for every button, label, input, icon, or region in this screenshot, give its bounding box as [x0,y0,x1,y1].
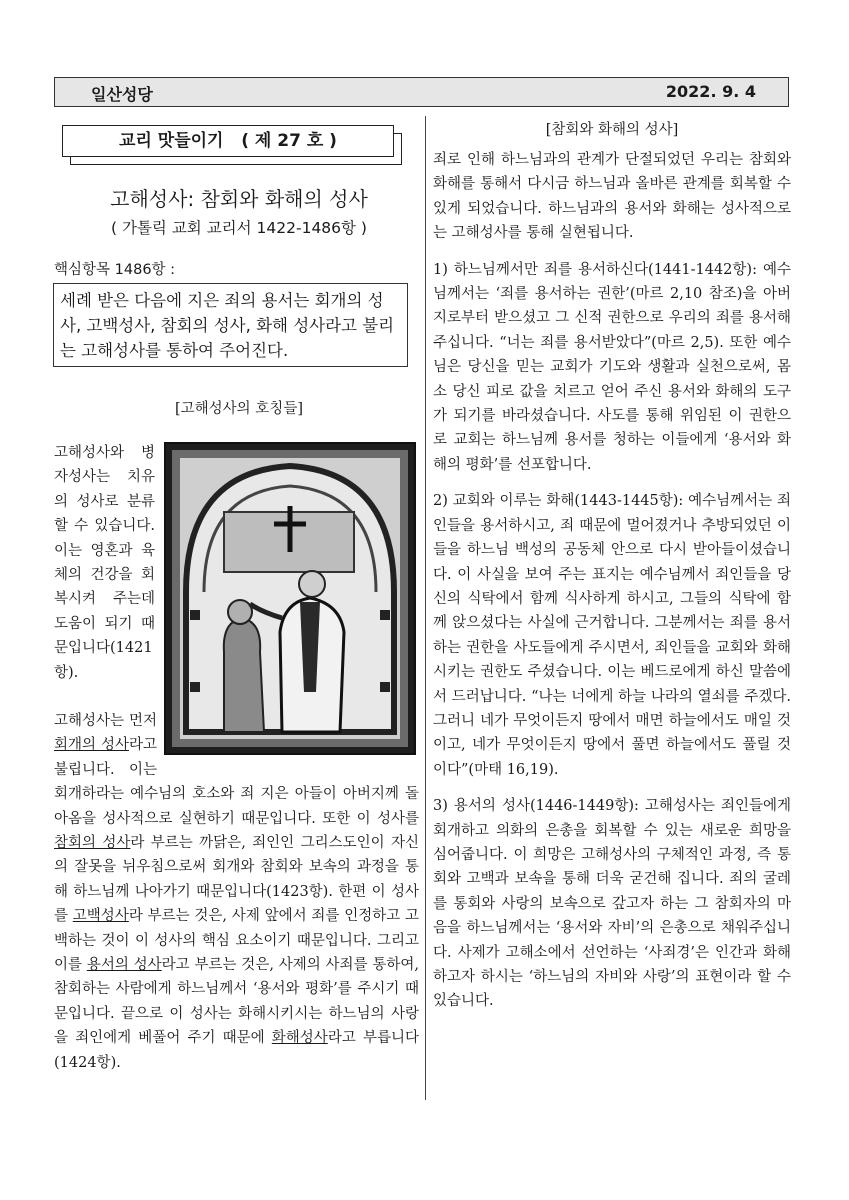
catechism-reference: ( 가톨릭 교회 교리서 1422-1486항 ) [111,219,367,237]
name-reconciliation: 화해성사 [271,1030,328,1047]
item-2-paragraph: 2) 교회와 이루는 화해(1443-1445항): 예수님께서는 죄인들을 용서하시고, 죄 때문에 멀어졌거나 추방되었던 이들을 하느님 백성의 공동체 안으로 다시 받아들이셨습니다. 이 사실을 보여 주는 표지는 예수님께서 죄인들을 당신의 식탁에서 함께 식사하게 하시고, 그들의 식탁에 함께 앉으셨다는 사실에 근거합니다. 그분께서는 죄를 용서하는 권한을 사도들에게 주시면서, 죄인들을 교회와 화해시키는 권한도 주셨습니다. 이는 베드로에게 하신 말씀에서 드러납니다. “나는 너에게 하늘 나라의 열쇠를 주겠다. 그러니 네가 무엇이든지 땅에서 매면 하늘에서도 매일 것이고, 네가 무엇이든지 땅에서 풀면 하늘에서도 풀릴 것이다”(마태 16,19). [433,493,791,778]
name-confession: 고백성사 [72,908,129,925]
name-penance: 참회의 성사 [54,835,131,852]
page-header [54,77,789,107]
p2-text-d: 라 부르는 것은, 사제 앞에서 죄를 인정하고 고백하는 것이 이 성사의 핵심 요소이기 때문입니다. 그리고 이를 [54,908,420,974]
intro-paragraph: 죄로 인해 하느님과의 관계가 단절되었던 우리는 참회와 화해를 통해서 다시금 하느님과 올바른 관계를 회복할 수 있게 되었습니다. 하느님과의 용서와 화해는 성사적으로는 고해성사를 통해 실현됩니다. [433,152,791,242]
parish-name: 일산성당 [91,85,153,104]
p2-text-a: 고해성사는 먼저 [54,713,157,729]
item-3-paragraph: 3) 용서의 성사(1446-1449항): 고해성사는 죄인들에게 회개하고 의화의 은총을 회복할 수 있는 새로운 희망을 심어줍니다. 이 희망은 고해성사의 구체적인 과정, 즉 통회와 고백과 보속을 통해 더욱 굳건해 집니다. 죄의 굴레를 통회와 사랑의 보속으로 갚고자 하는 그 참회자의 마음을 하느님께서는 ‘용서와 자비’의 은총으로 채워주십니다. 사제가 고해소에서 선언하는 ‘사죄경’은 인간과 화해하고자 하시는 ‘하느님의 자비와 사랑’의 표현이라 할 수 있습니다. [433,798,791,1010]
p2-text-f: 라고 부릅니다(1424항). [54,1030,419,1071]
right-section-heading: [참회와 화해의 성사] [545,122,679,138]
p2-text-c: 라 부르는 까닭은, 죄인인 그리스도인이 자신의 잘못을 뉘우침으로써 회개와 참회와 보속의 과정을 통해 하느님께 나아가기 때문입니다(1423항). 한편 이 성사를 [54,835,419,925]
sacrament-names-text [54,709,419,1075]
left-paragraph-2 [54,709,419,1087]
item-1-paragraph: 1) 하느님께서만 죄를 용서하신다(1441-1442항): 예수님께서는 ‘죄를 용서하는 권한’(마르 2,10 참조)을 아버지로부터 받으셨고 그 신적 권한으로 우리의 죄를 용서해 주십니다. “너는 죄를 용서받았다”(마르 2,5). 또한 예수님은 당신을 믿는 교회가 기도와 생활과 실천으로써, 몸소 당신 피로 값을 치르고 얻어 주신 용서와 화해의 도구가 되기를 바라셨습니다. 사도를 통해 위임된 이 권한으로 교회는 하느님께 용서를 청하는 이들에게 ‘용서와 화해의 평화’를 선포합니다. [433,261,791,473]
healing-sacraments-text: 고해성사와 병자성사는 치유의 성사로 분류할 수 있습니다. 이는 영혼과 육체의 건강을 회복시켜 주는데 도움이 되기 때문입니다(1421항). [54,445,155,681]
left-paragraph-1 [54,441,155,697]
core-item-text: 세례 받은 다음에 지은 죄의 용서는 회개의 성사, 고백성사, 참회의 성사, 화해 성사라고 불리는 고해성사를 통하여 주어진다. [53,283,408,367]
core-item-label: 핵심항목 1486항 : [54,262,176,278]
page-title: 고해성사: 참회와 화해의 성사 [110,187,368,211]
name-conversion: 회개의 성사 [54,737,129,754]
column-divider [425,116,426,1100]
p2-text-b: 라고 불립니다. 이는 회개하라는 예수님의 호소와 죄 지은 아들이 아버지께 돌아옴을 성사적으로 실현하기 때문입니다. 또한 이 성사를 [54,737,419,827]
issue-date: 2022. 9. 4 [665,82,756,101]
series-title-box [62,125,402,165]
p2-text-e: 라고 부르는 것은, 사제의 사죄를 통하여, 참회하는 사람에게 하느님께서 ‘용서와 평화’를 주시기 때문입니다. 끝으로 이 성사는 화해시키시는 하느님의 사랑을 죄인에게 베풀어 주기 때문에 [54,957,420,1047]
name-forgiveness: 용서의 성사 [86,957,162,974]
right-column-text [433,148,791,1026]
left-section-heading: [고해성사의 호칭들] [175,401,303,417]
series-title: 교리 맛들이기 ( 제 27 호 ) [62,125,394,157]
